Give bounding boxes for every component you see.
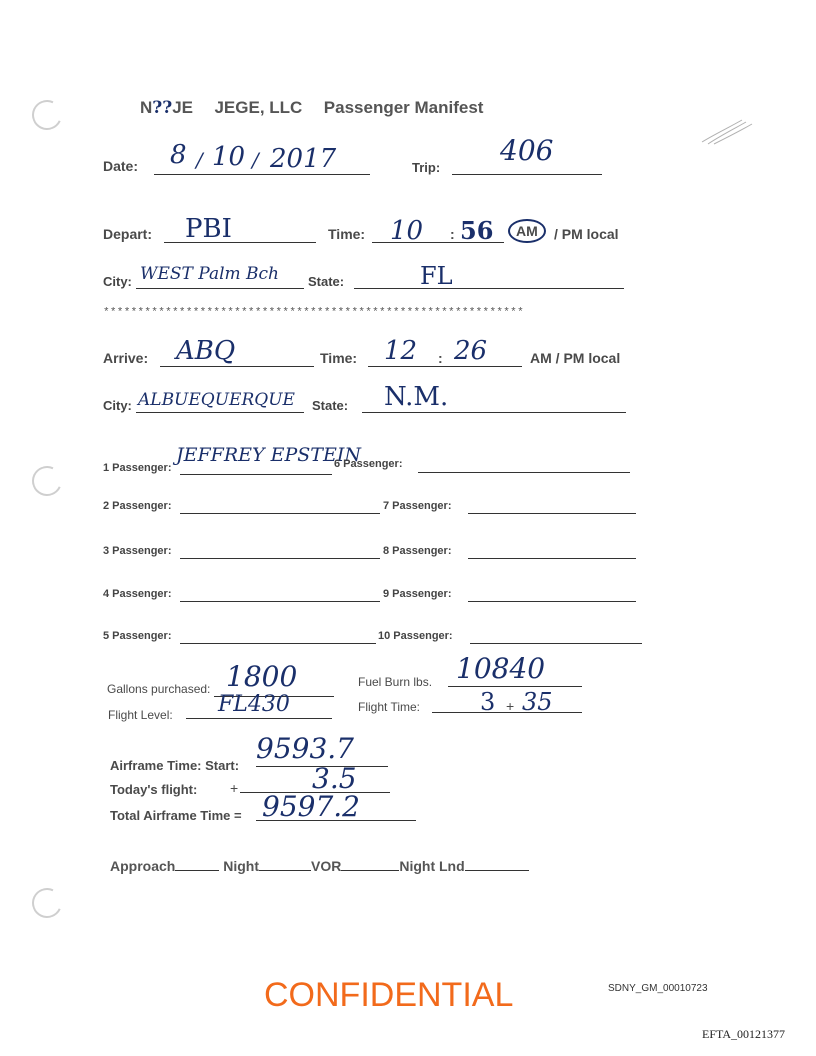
passenger-label: 7 Passenger: [383,500,452,512]
depart-minute: 56 [460,216,494,245]
approach-field [110,858,529,874]
fuel-burn-label: Fuel Burn lbs. [358,675,433,689]
vor-label: VOR [311,858,342,874]
manifest-header [140,98,483,118]
passenger-underline [180,601,380,602]
todays-flight-value: 3.5 [312,762,357,795]
tail-suffix: JE [172,98,193,117]
hole-punch-bottom [28,884,66,922]
passenger-row [103,458,171,476]
night-lnd-label: Night Lnd [399,858,465,874]
flight-time-minutes: 35 [522,688,553,716]
arrive-city: ALBUEQUERQUE [138,390,295,410]
airframe-start-value: 9593.7 [256,732,354,765]
trip-number: 406 [500,134,554,167]
airframe-start-label: Airframe Time: Start: [110,758,240,773]
fuel-burn-value: 10840 [456,652,546,685]
passenger-underline [180,513,380,514]
total-airframe-value: 9597.2 [262,790,360,823]
arrive-label: Arrive: [103,350,149,366]
arrive-minute: 26 [454,336,488,366]
depart-time-label: Time: [328,226,366,242]
total-airframe-label: Total Airframe Time = [110,808,242,823]
passenger-underline [468,513,636,514]
passenger-underline [180,558,380,559]
trip-underline [452,174,602,175]
depart-am-circled: AM [508,219,546,243]
depart-state-label: State: [308,274,345,289]
company-name: JEGE, LLC [214,98,303,117]
arrive-underline [160,366,314,367]
hole-punch-middle [28,462,66,500]
depart-state: FL [420,262,453,290]
date-month: 8 [170,140,187,170]
passenger-label: 4 Passenger: [103,588,172,600]
arrive-state-underline [362,412,626,413]
confidential-stamp: CONFIDENTIAL [264,976,514,1014]
passenger-label: 9 Passenger: [383,588,452,600]
date-slash-2: / [252,148,259,172]
arrive-time-colon: : [438,350,443,366]
arrive-city-label: City: [103,398,132,413]
flight-time-hours: 3 [480,688,496,716]
flight-time-separator: + [506,698,515,714]
arrive-time-underline [368,366,522,367]
arrive-city-underline [136,412,304,413]
passenger-label: 5 Passenger: [103,630,172,642]
gallons-label: Gallons purchased: [107,682,211,696]
arrive-hour: 12 [384,336,418,366]
bates-number: SDNY_GM_00010723 [608,983,708,994]
passenger-underline [468,601,636,602]
scribble-mark [700,112,760,152]
depart-city-underline [136,288,304,289]
date-year: 2017 [270,144,337,174]
date-day: 10 [212,142,246,172]
passenger-name: JEFFREY EPSTEIN [176,444,361,466]
tail-prefix: N [140,98,153,117]
depart-pm-local: / PM local [554,226,619,242]
depart-time-colon: : [450,226,455,242]
passenger-label: 2 Passenger: [103,500,172,512]
passenger-underline [180,474,332,475]
passenger-underline [468,558,636,559]
passenger-underline [180,643,376,644]
section-separator: ************************************************************* [103,307,524,319]
passenger-label: 3 Passenger: [103,545,172,557]
depart-city-label: City: [103,274,132,289]
flight-level-label: Flight Level: [108,708,173,722]
depart-hour: 10 [390,216,424,246]
passenger-underline [418,472,630,473]
document-title: Passenger Manifest [323,98,484,117]
passenger-underline [470,643,642,644]
flight-level-underline [186,718,332,719]
passenger-label: 8 Passenger: [383,545,452,557]
flight-time-label: Flight Time: [358,700,421,714]
trip-label: Trip: [412,160,441,175]
arrive-time-label: Time: [320,350,358,366]
arrive-ampm-local: AM / PM local [530,350,621,366]
tail-handwritten: ?? [152,98,173,118]
date-label: Date: [103,158,139,174]
passenger-label: 6 Passenger: [334,458,403,470]
arrive-state-label: State: [312,398,349,413]
efta-number: EFTA_00121377 [702,1027,786,1041]
todays-flight-plus: + [230,780,239,796]
passenger-label: 10 Passenger: [378,630,453,642]
arrive-code: ABQ [176,336,236,366]
depart-state-underline [354,288,624,289]
fuel-burn-underline [448,686,582,687]
todays-flight-label: Today's flight: [110,782,198,797]
depart-city: WEST Palm Bch [140,264,280,284]
flight-level-value: FL430 [218,692,290,717]
approach-label: Approach [110,858,176,874]
date-slash-1: / [196,148,203,172]
depart-code: PBI [185,214,232,244]
hole-punch-top [28,96,66,134]
arrive-state: N.M. [384,382,449,412]
night-label: Night [223,858,259,874]
depart-label: Depart: [103,226,153,242]
gallons-value: 1800 [226,660,298,693]
date-underline [154,174,370,175]
passenger-label: 1 Passenger: [103,462,172,474]
